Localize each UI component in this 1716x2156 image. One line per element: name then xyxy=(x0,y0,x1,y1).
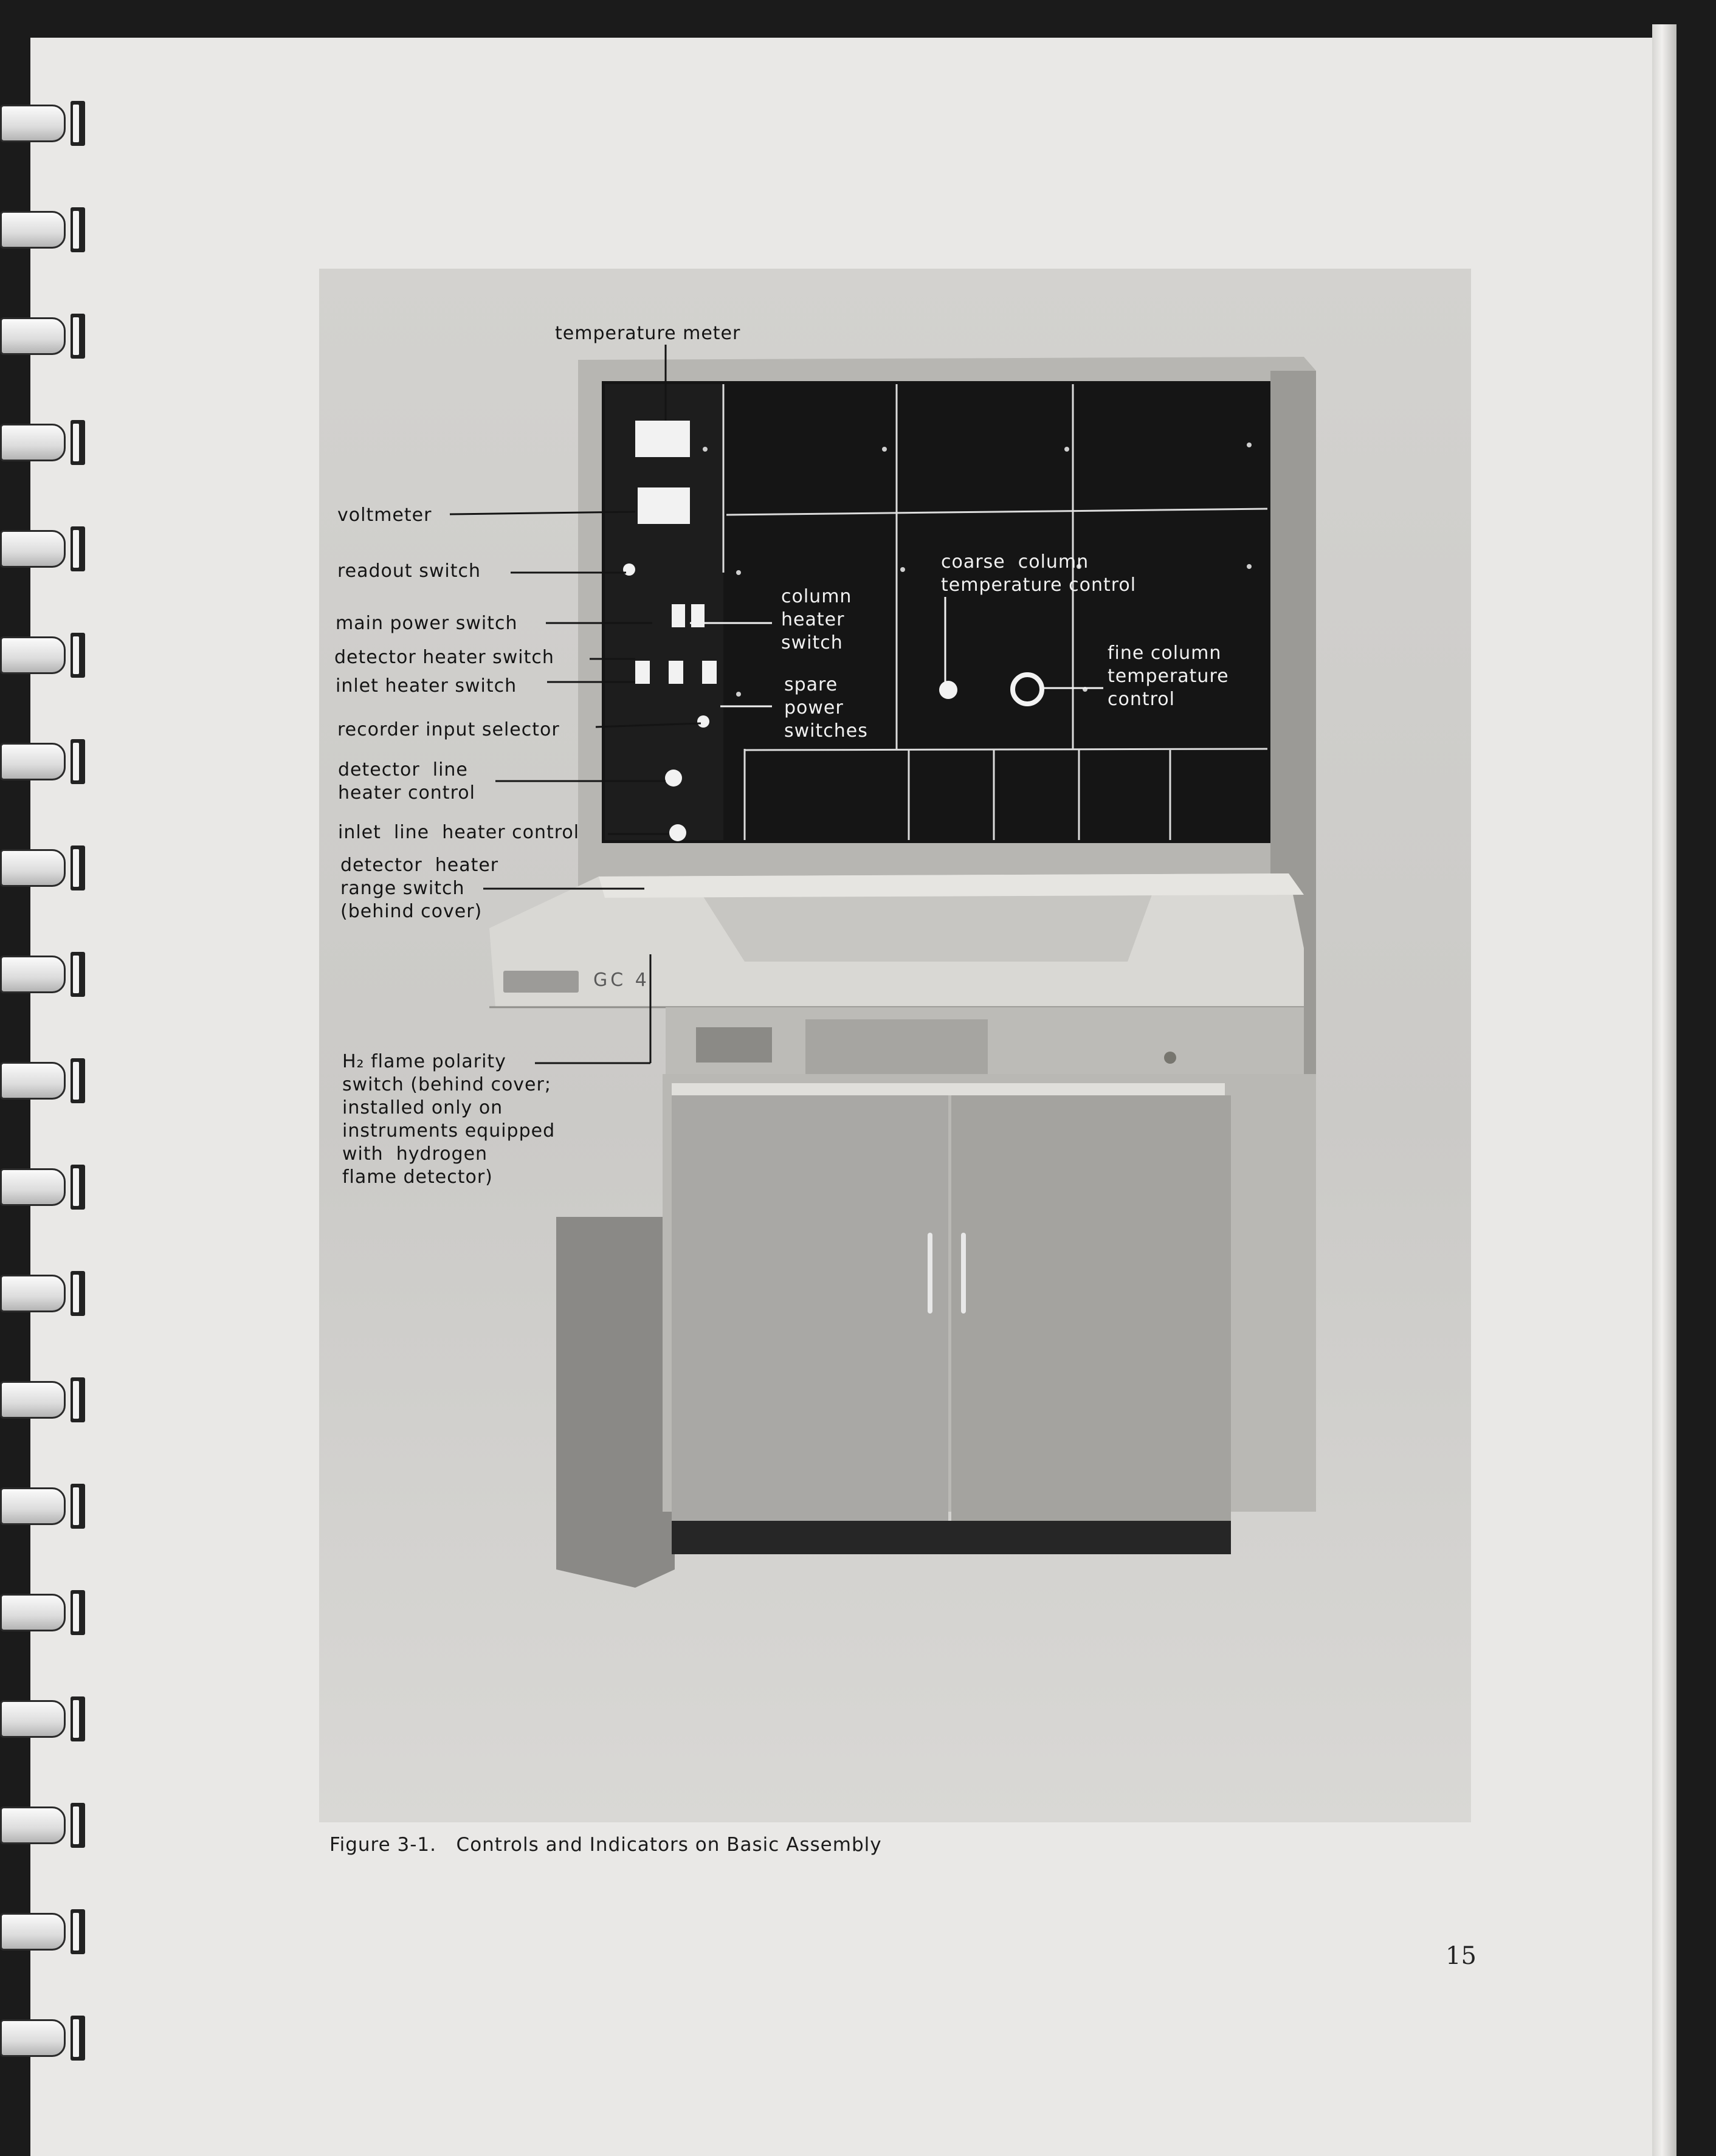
binding-ring xyxy=(0,1162,85,1212)
binding-ring xyxy=(0,1694,85,1744)
page-edge-stack xyxy=(1652,24,1676,2156)
binding-ring xyxy=(0,205,85,255)
binding-ring xyxy=(0,2013,85,2063)
binding-ring xyxy=(0,1481,85,1531)
binding-ring xyxy=(0,1588,85,1638)
label-h2-flame-polarity-switch: H₂ flame polarity switch (behind cover; installed only on instruments equipped with hydrogen flame detector) xyxy=(342,1051,556,1188)
binding-ring xyxy=(0,524,85,574)
label-temperature-meter: temperature meter xyxy=(555,323,741,344)
binding-ring xyxy=(0,1056,85,1106)
binding-ring xyxy=(0,630,85,680)
binding-ring xyxy=(0,1269,85,1318)
label-inlet-heater-switch: inlet heater switch xyxy=(336,675,517,697)
page-number: 15 xyxy=(1446,1942,1477,1970)
label-detector-heater-switch: detector heater switch xyxy=(334,647,554,668)
brand-nameplate xyxy=(503,971,579,993)
binding-ring xyxy=(0,311,85,361)
label-detector-line-heater-control: detector line heater control xyxy=(338,759,475,804)
instrument-photo xyxy=(319,269,1471,1822)
label-readout-switch: readout switch xyxy=(337,560,481,582)
model-badge: GC 4 xyxy=(593,970,650,991)
binding-ring xyxy=(0,737,85,787)
label-column-heater-switch: column heater switch xyxy=(781,586,852,653)
figure-caption: Figure 3-1. Controls and Indicators on Basic Assembly xyxy=(329,1834,882,1856)
label-fine-column-temperature-control: fine column temperature control xyxy=(1108,642,1229,710)
label-spare-power-switches: spare power switches xyxy=(784,674,868,742)
label-recorder-input-selector: recorder input selector xyxy=(337,719,560,740)
binding-ring xyxy=(0,1907,85,1957)
binding-ring xyxy=(0,98,85,148)
binding-ring xyxy=(0,843,85,893)
binding-ring xyxy=(0,1375,85,1425)
label-coarse-column-temperature-control: coarse column temperature control xyxy=(941,551,1137,596)
label-voltmeter: voltmeter xyxy=(337,505,432,526)
binding-ring xyxy=(0,949,85,999)
label-main-power-switch: main power switch xyxy=(336,613,518,634)
binding-ring xyxy=(0,1800,85,1850)
binding-ring xyxy=(0,418,85,467)
label-detector-heater-range-switch: detector heater range switch (behind cover) xyxy=(340,855,499,922)
label-inlet-line-heater-control: inlet line heater control xyxy=(338,822,580,843)
